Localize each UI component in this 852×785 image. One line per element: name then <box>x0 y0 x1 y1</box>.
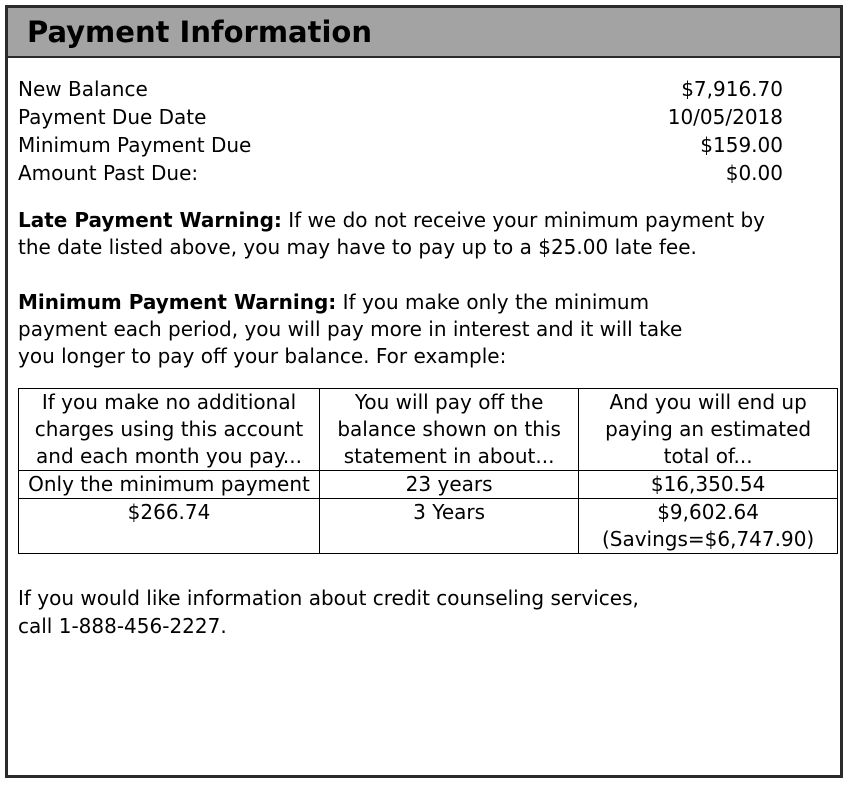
table-header-cell <box>579 389 838 471</box>
header-text-total: And you will end up paying an estimated total of... <box>605 390 812 468</box>
summary-label: New Balance <box>18 77 148 101</box>
min-warning-heading: Minimum Payment Warning: <box>18 290 337 314</box>
summary-value: $0.00 <box>725 161 783 185</box>
payment-summary <box>18 75 783 187</box>
summary-value: $159.00 <box>700 133 783 157</box>
summary-row-past-due <box>18 159 783 187</box>
header-text-payoff: You will pay off the balance shown on this statement in about... <box>337 390 561 468</box>
late-warning-heading: Late Payment Warning: <box>18 208 282 232</box>
table-header-cell <box>320 389 579 471</box>
header-text-payment: If you make no additional charges using this account and each month you pay... <box>34 390 304 468</box>
summary-row-due-date <box>18 103 783 131</box>
summary-value: 10/05/2018 <box>667 105 783 129</box>
summary-row-new-balance <box>18 75 783 103</box>
minimum-payment-warning <box>18 289 708 370</box>
panel-content <box>8 75 840 640</box>
payoff-table <box>18 388 838 554</box>
panel-header <box>8 8 840 58</box>
table-row <box>19 471 838 499</box>
summary-value: $7,916.70 <box>681 77 783 101</box>
table-cell-payoff: 23 years <box>320 471 579 499</box>
table-header-row <box>19 389 838 471</box>
table-cell-savings: (Savings=$6,747.90) <box>601 527 815 551</box>
payoff-table-container <box>18 388 838 554</box>
table-header-cell <box>19 389 320 471</box>
payment-information-panel <box>5 5 843 778</box>
late-payment-warning <box>18 207 778 261</box>
summary-label: Amount Past Due: <box>18 161 199 185</box>
table-cell-total-with-savings <box>579 499 838 554</box>
table-cell-payment: Only the minimum payment <box>19 471 320 499</box>
summary-label: Payment Due Date <box>18 105 207 129</box>
min-warning-text: If you make only the minimum payment each period, you will pay more in interest and it will take you longer to pay off your balance. For example: <box>18 290 683 368</box>
footer-line-2: call 1-888-456-2227. <box>18 614 227 638</box>
late-warning-text: If we do not receive your minimum payment by the date listed above, you may have to pay up to a $25.00 late fee. <box>18 208 765 259</box>
table-row <box>19 499 838 554</box>
summary-label: Minimum Payment Due <box>18 133 252 157</box>
table-cell-total: $9,602.64 <box>657 500 759 524</box>
table-cell-total: $16,350.54 <box>579 471 838 499</box>
credit-counseling-info <box>18 584 718 640</box>
summary-row-minimum-payment <box>18 131 783 159</box>
table-cell-payment: $266.74 <box>19 499 320 554</box>
table-cell-payoff: 3 Years <box>320 499 579 554</box>
footer-line-1: If you would like information about credit counseling services, <box>18 586 639 610</box>
panel-title: Payment Information <box>27 15 372 49</box>
